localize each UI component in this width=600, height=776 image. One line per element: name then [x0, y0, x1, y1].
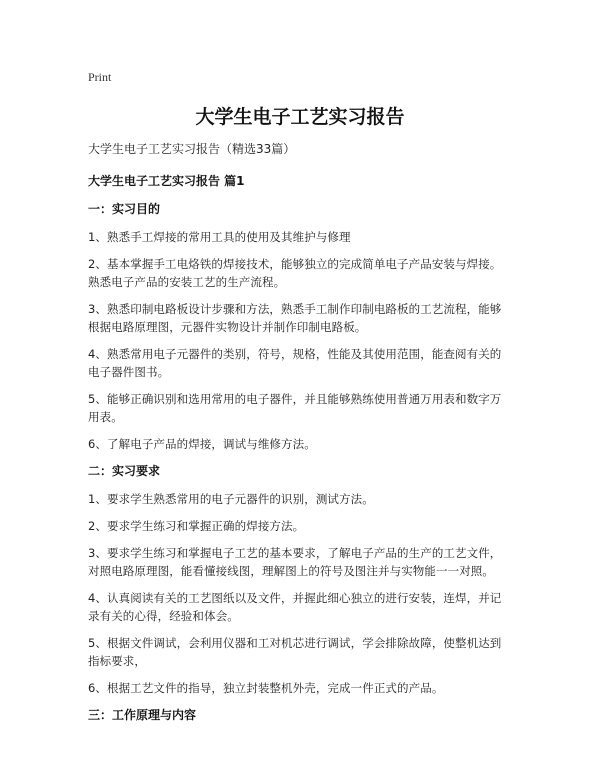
document-subtitle: 大学生电子工艺实习报告（精选33篇）: [88, 142, 296, 156]
section-heading-requirements: 二：实习要求: [88, 464, 161, 478]
purpose-item-5: 5、能够正确识别和选用常用的电子器件，并且能够熟练使用普通万用表和数字万用表。: [88, 392, 502, 424]
purpose-item-1: 1、熟悉手工焊接的常用工具的使用及其维护与修理: [88, 230, 351, 244]
requirement-item-1: 1、要求学生熟悉常用的电子元器件的识别，测试方法。: [88, 492, 374, 506]
requirement-item-6: 6、根据工艺文件的指导，独立封装整机外壳，完成一件正式的产品。: [88, 681, 444, 695]
section-heading-purpose: 一：实习目的: [88, 202, 161, 216]
requirement-item-5: 5、根据文件调试，会利用仪器和工对机芯进行调试，学会排除故障，使整机达到指标要求，: [88, 636, 502, 668]
section-heading-principle: 三：工作原理与内容: [88, 708, 197, 722]
requirement-item-2: 2、要求学生练习和掌握正确的焊接方法。: [88, 519, 305, 533]
purpose-item-4: 4、熟悉常用电子元器件的类别，符号，规格，性能及其使用范围，能查阅有关的电子器件图书。: [88, 347, 502, 379]
article-heading: 大学生电子工艺实习报告 篇1: [88, 174, 245, 188]
requirement-item-4: 4、认真阅读有关的工艺图纸以及文件，并握此细心独立的进行安装，连焊，并记录有关的心得，经验和体会。: [88, 591, 502, 623]
purpose-item-2: 2、基本掌握手工电烙铁的焊接技术，能够独立的完成简单电子产品安装与焊接。熟悉电子产品的安装工艺的生产流程。: [88, 257, 502, 289]
purpose-item-3: 3、熟悉印制电路板设计步骤和方法，熟悉手工制作印制电路板的工艺流程，能够根据电路原理图，元器件实物设计并制作印制电路板。: [88, 302, 502, 334]
print-label: Print: [88, 70, 112, 84]
purpose-item-6: 6、了解电子产品的焊接，调试与维修方法。: [88, 437, 316, 451]
requirement-item-3: 3、要求学生练习和掌握电子工艺的基本要求，了解电子产品的生产的工艺文件，对照电路原理图，能看懂接线图，理解图上的符号及图注并与实物能一一对照。: [88, 546, 502, 578]
document-title: 大学生电子工艺实习报告: [195, 106, 405, 128]
